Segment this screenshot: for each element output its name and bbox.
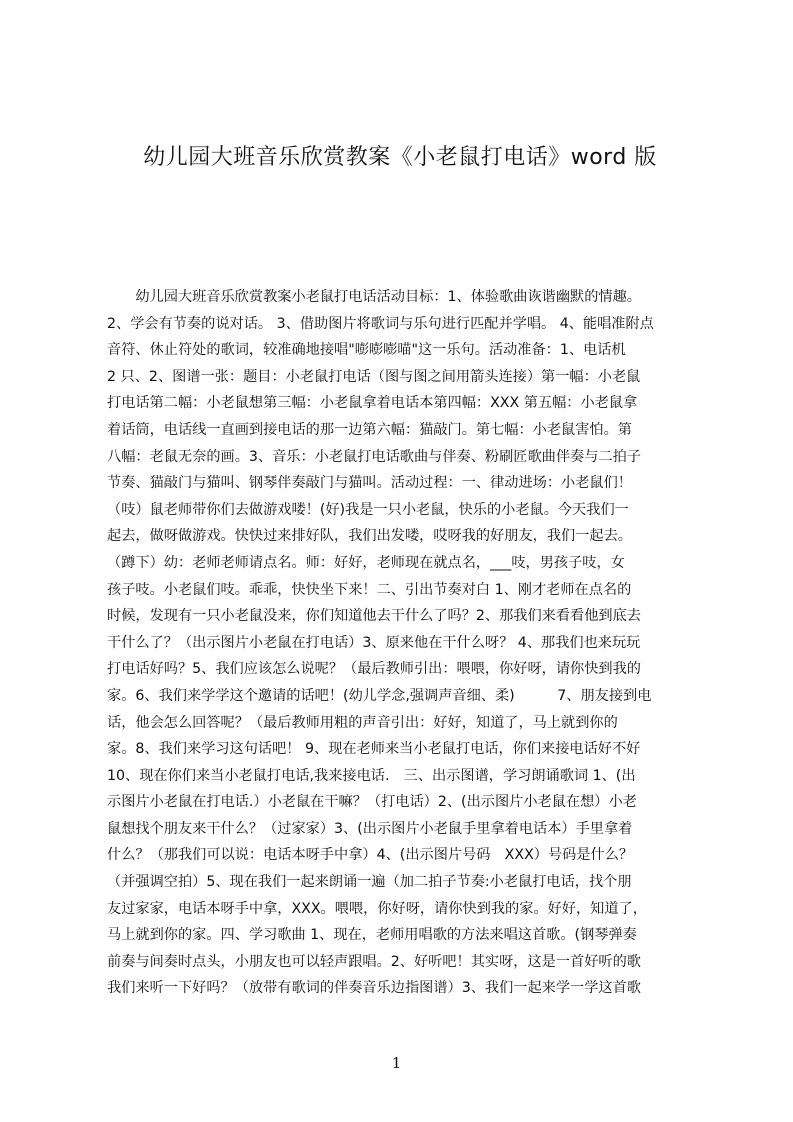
body-line: （蹲下）幼：老师老师请点名。师：好好，老师现在就点名，___吱，男孩子吱，女 bbox=[107, 554, 625, 571]
body-line: 时候，发现有一只小老鼠没来，你们知道他去干什么了吗？2、那我们来看看他到底去 bbox=[107, 608, 641, 625]
body-line: 我们来听一下好吗？（放带有歌词的伴奏音乐边指图谱）3、我们一起来学一学这首歌 bbox=[107, 980, 641, 997]
body-line: 10、现在你们来当小老鼠打电话,我来接电话. 三、出示图谱，学习朗诵歌词 1、(出 bbox=[107, 767, 636, 784]
body-line: 打电话第二幅：小老鼠想第三幅：小老鼠拿着电话本第四幅：XXX 第五幅：小老鼠拿 bbox=[107, 395, 638, 412]
body-line: 2 只、2、图谱一张：题目：小老鼠打电话（图与图之间用箭头连接）第一幅：小老鼠 bbox=[107, 368, 641, 385]
body-line: 着话筒，电话线一直画到接电话的那一边第六幅：猫敲门。第七幅：小老鼠害怕。第 bbox=[107, 421, 632, 438]
body-line: 打电话好吗？5、我们应该怎么说呢？（最后教师引出：喂喂，你好呀，请你快到我的 bbox=[107, 661, 641, 678]
body-line: 2、学会有节奏的说对话。 3、借助图片将歌词与乐句进行匹配并学唱。 4、能唱准附点 bbox=[107, 315, 654, 332]
page-number: 1 bbox=[391, 1054, 402, 1072]
body-line: 八幅：老鼠无奈的画。3、音乐：小老鼠打电话歌曲与伴奏、粉刷匠歌曲伴奏与二拍子 bbox=[107, 448, 641, 465]
body-line: （并强调空拍）5、现在我们一起来朗诵一遍（加二拍子节奏:小老鼠打电话，找个朋 bbox=[107, 874, 632, 891]
body-line: 干什么了？（出示图片小老鼠在打电话）3、原来他在干什么呀？ 4、那我们也来玩玩 bbox=[107, 634, 641, 651]
body-line: 友过家家，电话本呀手中拿，XXX。喂喂，你好呀，请你快到我的家。好好，知道了， bbox=[107, 900, 647, 917]
body-line: 话，他会怎么回答呢？（最后教师用粗的声音引出：好好，知道了，马上就到你的 bbox=[107, 714, 618, 731]
body-line: 幼儿园大班音乐欣赏教案小老鼠打电话活动目标：1、体验歌曲诙谐幽默的情趣。 bbox=[107, 289, 641, 305]
body-line: 家。8、我们来学习这句话吧！ 9、现在老师来当小老鼠打电话，你们来接电话好不好 bbox=[107, 741, 641, 758]
body-text bbox=[107, 284, 697, 1002]
document-title: 幼儿园大班音乐欣赏教案《小老鼠打电话》word 版 bbox=[143, 145, 657, 170]
body-line: 什么？（那我们可以说：电话本呀手中拿）4、(出示图片号码 XXX）号码是什么？ bbox=[107, 847, 634, 864]
body-line: 节奏、猫敲门与猫叫、钢琴伴奏敲门与猫叫。活动过程：一、律动进场：小老鼠们！ bbox=[107, 475, 632, 492]
body-line: 家。6、我们来学学这个邀请的话吧！(幼儿学念,强调声音细、柔) 7、朋友接到电 bbox=[107, 687, 652, 704]
body-line: 前奏与间奏时点头，小朋友也可以轻声跟唱。2、好听吧！其实呀，这是一首好听的歌 bbox=[107, 953, 641, 970]
body-line: 马上就到你的家。四、学习歌曲 1、现在，老师用唱歌的方法来唱这首歌。(钢琴弹奏 bbox=[107, 927, 637, 944]
body-line: 音符、休止符处的歌词，较准确地接唱"嘭嘭嘭喵"这一乐句。活动准备：1、电话机 bbox=[107, 342, 626, 359]
body-line: 起去，做呀做游戏。快快过来排好队，我们出发喽，哎呀我的好朋友，我们一起去。 bbox=[107, 528, 632, 545]
body-line: （吱）鼠老师带你们去做游戏喽！(好)我是一只小老鼠，快乐的小老鼠。今天我们一 bbox=[107, 501, 629, 518]
body-line: 鼠想找个朋友来干什么？（过家家）3、(出示图片小老鼠手里拿着电话本）手里拿着 bbox=[107, 820, 633, 837]
body-line: 示图片小老鼠在打电话.）小老鼠在干嘛？（打电话）2、(出示图片小老鼠在想）小老 bbox=[107, 794, 637, 811]
body-line: 孩子吱。小老鼠们吱。乖乖，快快坐下来！二、引出节奏对白 1、刚才老师在点名的 bbox=[107, 581, 632, 598]
